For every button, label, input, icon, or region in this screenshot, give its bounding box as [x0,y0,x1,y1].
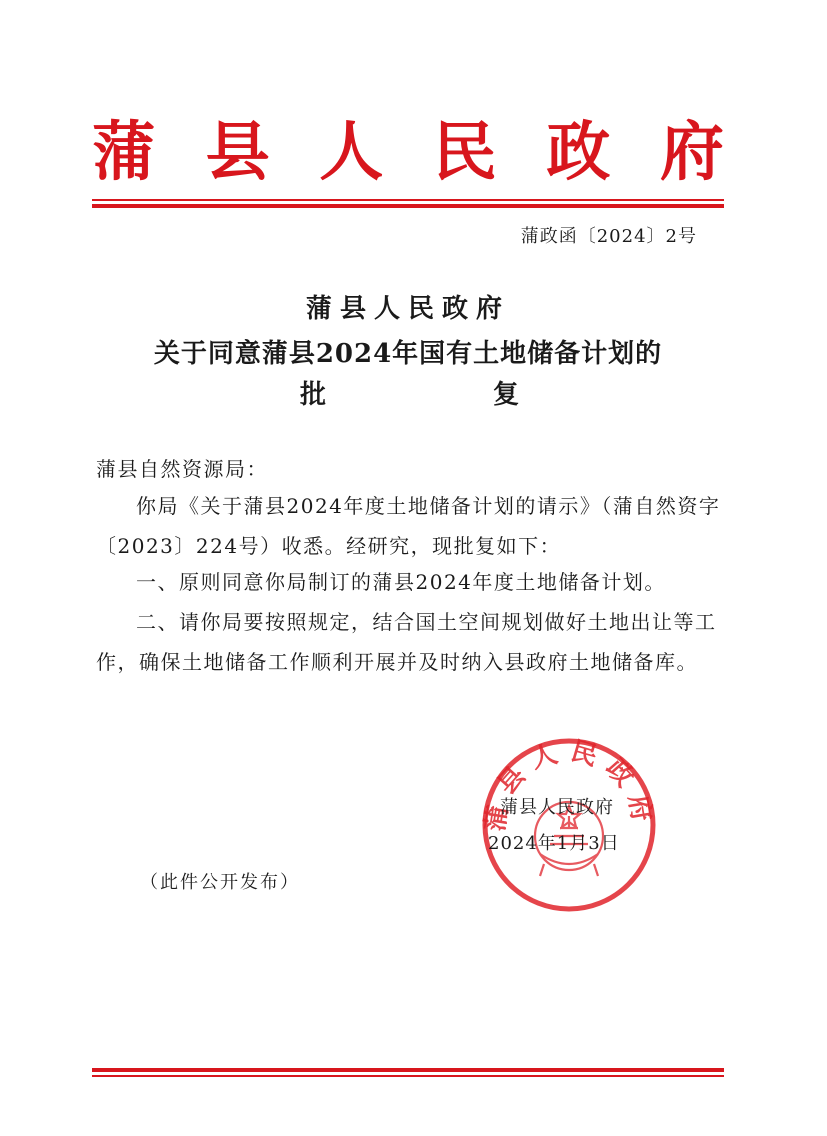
masthead [92,108,724,198]
title-line-3 [300,374,520,411]
masthead-char: 人 [319,115,384,190]
body-paragraph-3: 二、请你局要按照规定，结合国土空间规划做好土地出让等工作，确保土地储备工作顺利开展并及时纳入县政府土地储备库。 [96,610,717,674]
body-paragraph-2: 一、原则同意你局制订的蒲县2024年度土地储备计划。 [136,570,666,594]
addressee: 蒲县自然资源局： [96,457,268,481]
masthead-char: 蒲 [92,115,156,190]
masthead-char: 民 [432,115,497,190]
masthead-char: 政 [546,115,611,190]
signature-org: 蒲县人民政府 [500,797,614,818]
seal-text: 蒲县人民政府 [480,736,658,834]
title-word-1: 批 [300,380,328,410]
publication-note: （此件公开发布） [140,872,300,893]
title-word-2: 复 [492,380,520,410]
title-line-2: 关于同意蒲县2024年国有土地储备计划的 [153,339,663,369]
masthead-char: 府 [659,115,724,190]
header-divider [92,199,724,208]
title-line-1: 蒲县人民政府 [305,294,510,324]
signature-block [488,790,620,862]
signature-date: 2024年1月3日 [488,833,620,854]
footer-divider [92,1068,724,1077]
masthead-char: 县 [205,115,270,190]
body-paragraph-1: 你局《关于蒲县2024年度土地储备计划的请示》（蒲自然资字〔2023〕224号）收悉。经研究，现批复如下： [96,494,721,558]
document-number: 蒲政函〔2024〕2号 [520,226,697,247]
